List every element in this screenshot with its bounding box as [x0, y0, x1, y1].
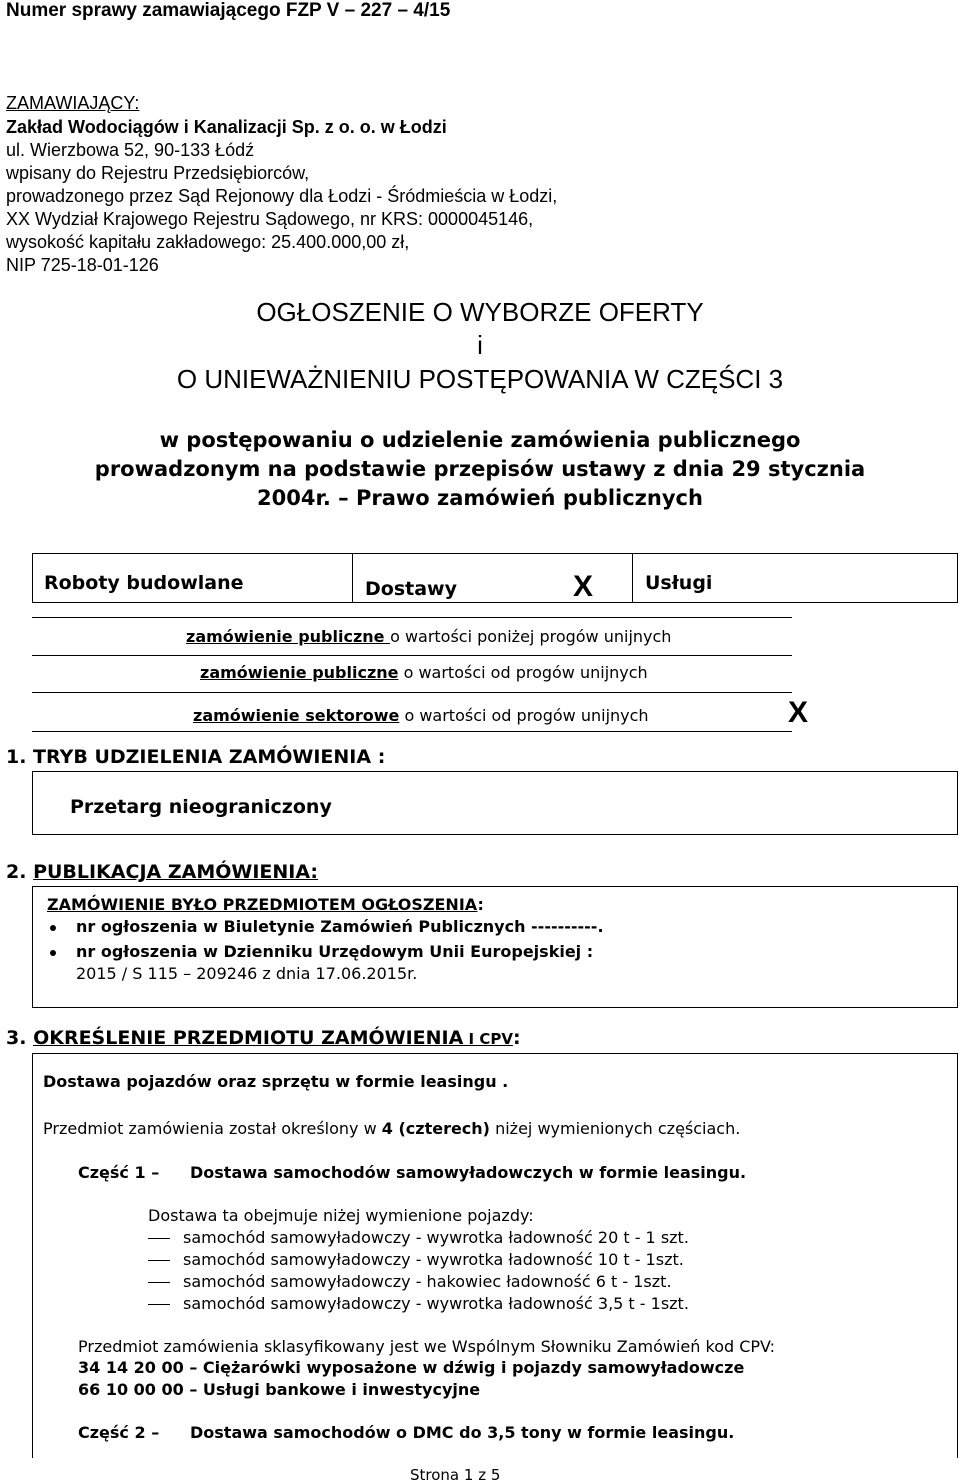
- value-option-sector-mark: X: [788, 696, 809, 729]
- part1-item: samochód samowyładowczy - hakowiec ładowność 6 t - 1szt.: [183, 1272, 672, 1291]
- part1-item: samochód samowyładowczy - wywrotka ładowność 3,5 t - 1szt.: [183, 1294, 689, 1313]
- table-divider: [352, 553, 353, 603]
- section3-heading: 3. OKREŚLENIE PRZEDMIOTU ZAMÓWIENIA I CPV:: [6, 1027, 521, 1049]
- value-option-sector: zamówienie sektorowe o wartości od progów unijnych: [193, 706, 649, 725]
- subtitle-line3: 2004r. – Prawo zamówień publicznych: [257, 486, 703, 510]
- bullet-icon: [50, 950, 56, 956]
- section3-subject: Dostawa pojazdów oraz sprzętu w formie leasingu .: [43, 1072, 509, 1091]
- section2-item-bzp: nr ogłoszenia w Biuletynie Zamówień Publicznych ----------.: [76, 917, 604, 936]
- section2-item-ojeu: nr ogłoszenia w Dzienniku Urzędowym Unii Europejskiej :: [76, 942, 594, 961]
- case-number: Numer sprawy zamawiającego FZP V – 227 – 4/15: [6, 0, 451, 21]
- authority-address: ul. Wierzbowa 52, 90-133 Łódź: [6, 140, 255, 160]
- section2-heading: 2. PUBLIKACJA ZAMÓWIENIA:: [6, 861, 319, 883]
- part1-label: Część 1 –: [78, 1163, 160, 1182]
- value-option-above: zamówienie publiczne o wartości od progów unijnych: [200, 663, 648, 682]
- authority-registry: wpisany do Rejestru Przedsiębiorców,: [6, 163, 310, 183]
- type-supplies-mark: X: [573, 570, 594, 603]
- cpv-intro: Przedmiot zamówienia sklasyfikowany jest we Wspólnym Słowniku Zamówień kod CPV:: [78, 1337, 776, 1356]
- cpv-code-1: 34 14 20 00 – Ciężarówki wyposażone w dźwig i pojazdy samowyładowcze: [78, 1358, 745, 1377]
- title-line1: OGŁOSZENIE O WYBORZE OFERTY: [256, 297, 704, 327]
- authority-label: ZAMAWIAJĄCY:: [6, 93, 140, 113]
- option-divider: [32, 731, 792, 732]
- subtitle-line1: w postępowaniu o udzielenie zamówienia publicznego: [159, 428, 801, 452]
- authority-capital: wysokość kapitału zakładowego: 25.400.000,00 zł,: [6, 232, 410, 252]
- section3-parts-count: Przedmiot zamówienia został określony w 4 (czterech) niżej wymienionych częściach.: [43, 1119, 741, 1138]
- type-services: Usługi: [645, 572, 713, 594]
- value-option-below: zamówienie publiczne o wartości poniżej progów unijnych: [186, 627, 672, 646]
- part1-intro: Dostawa ta obejmuje niżej wymienione pojazdy:: [148, 1206, 534, 1225]
- type-works: Roboty budowlane: [44, 572, 244, 594]
- dash-icon: [148, 1238, 170, 1239]
- option-divider: [32, 655, 792, 656]
- bullet-icon: [50, 925, 56, 931]
- section2-item-ojeu-value: 2015 / S 115 – 209246 z dnia 17.06.2015r.: [76, 964, 418, 983]
- section2-box-heading: ZAMÓWIENIE BYŁO PRZEDMIOTEM OGŁOSZENIA:: [47, 895, 484, 914]
- title-line2: i: [477, 330, 483, 360]
- cpv-code-2: 66 10 00 00 – Usługi bankowe i inwestycyjne: [78, 1380, 481, 1399]
- page-number: Strona 1 z 5: [410, 1466, 501, 1484]
- part1-item: samochód samowyładowczy - wywrotka ładowność 20 t - 1 szt.: [183, 1228, 689, 1247]
- authority-krs: XX Wydział Krajowego Rejestru Sądowego, nr KRS: 0000045146,: [6, 209, 534, 229]
- option-divider: [32, 692, 792, 693]
- dash-icon: [148, 1260, 170, 1261]
- part1-title: Dostawa samochodów samowyładowczych w formie leasingu.: [190, 1163, 747, 1182]
- subtitle-line2: prowadzonym na podstawie przepisów ustawy z dnia 29 stycznia: [94, 457, 866, 481]
- section1-value: Przetarg nieograniczony: [70, 796, 332, 818]
- authority-nip: NIP 725-18-01-126: [6, 255, 159, 275]
- title-line3: O UNIEWAŻNIENIU POSTĘPOWANIA W CZĘŚCI 3: [176, 364, 784, 394]
- section1-heading: 1. TRYB UDZIELENIA ZAMÓWIENIA :: [6, 746, 386, 768]
- type-supplies: Dostawy: [365, 578, 457, 600]
- dash-icon: [148, 1304, 170, 1305]
- part2-label: Część 2 –: [78, 1423, 160, 1442]
- authority-name: Zakład Wodociągów i Kanalizacji Sp. z o. o. w Łodzi: [6, 117, 447, 137]
- part2-title: Dostawa samochodów o DMC do 3,5 tony w formie leasingu.: [190, 1423, 735, 1442]
- option-divider: [32, 617, 792, 618]
- dash-icon: [148, 1282, 170, 1283]
- authority-court: prowadzonego przez Sąd Rejonowy dla Łodzi - Śródmieścia w Łodzi,: [6, 186, 558, 206]
- table-divider: [632, 553, 633, 603]
- part1-item: samochód samowyładowczy - wywrotka ładowność 10 t - 1szt.: [183, 1250, 684, 1269]
